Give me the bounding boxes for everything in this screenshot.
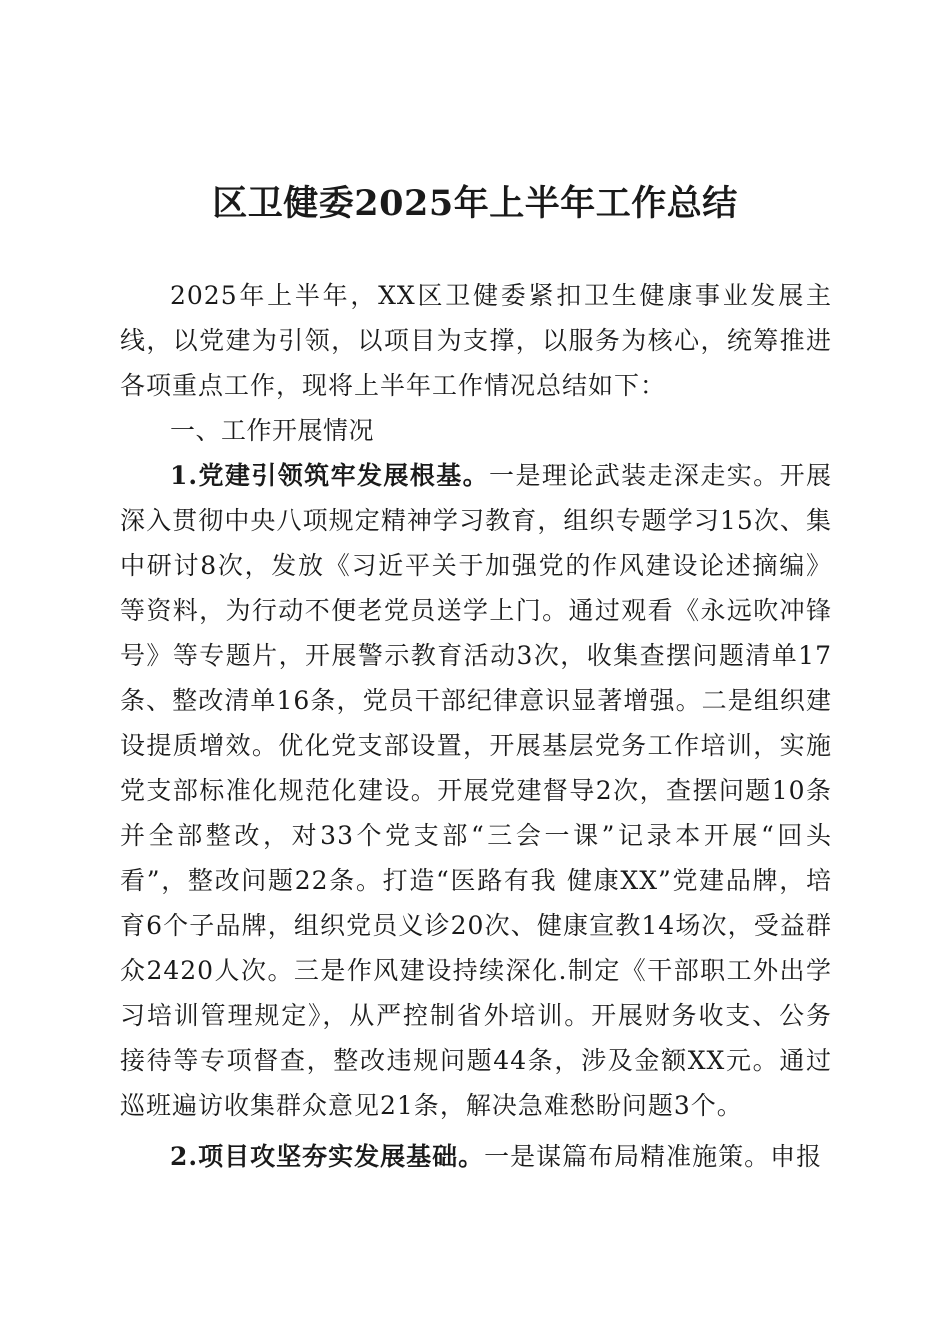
item-2-paragraph [120, 1134, 832, 1179]
item-1-lead: 1.党建引领筑牢发展根基。 [170, 461, 490, 490]
item-2-lead: 2.项目攻坚夯实发展基础。 [170, 1142, 485, 1171]
intro-paragraph: 2025年上半年，XX区卫健委紧扣卫生健康事业发展主线，以党建为引领，以项目为支撑，以服务为核心，统筹推进各项重点工作，现将上半年工作情况总结如下： [120, 281, 832, 400]
section-heading: 一、工作开展情况 [170, 416, 375, 445]
document-title: 区卫健委2025年上半年工作总结 [212, 183, 738, 224]
item-2-text: 一是谋篇布局精准施策。申报 [484, 1142, 823, 1171]
item-1-text: 一是理论武装走深走实。开展深入贯彻中央八项规定精神学习教育，组织专题学习15次、集中研讨8次，发放《习近平关于加强党的作风建设论述摘编》等资料，为行动不便老党员送学上门。通过观看《永远吹冲锋号》等专题片，开展警示教育活动3次，收集查摆问题清单17条、整改清单16条，党员干部纪律意识显著增强。二是组织建设提质增效。优化党支部设置，开展基层党务工作培训，实施党支部标准化规范化建设。开展党建督导2次，查摆问题10条并全部整改，对33个党支部“三会一课”记录本开展“回头看”，整改问题22条。打造“医路有我 健康XX”党建品牌，培育6个子品牌，组织党员义诊20次、健康宣教14场次，受益群众2420人次。三是作风建设持续深化.制定《干部职工外出学习培训管理规定》，从严控制省外培训。开展财务收支、公务接待等专项督查，整改违规问题44条，涉及金额XX元。通过巡班遍访收集群众意见21条，解决急难愁盼问题3个。 [120, 461, 832, 1120]
document-body [120, 273, 832, 1179]
item-1-paragraph [120, 453, 832, 1128]
